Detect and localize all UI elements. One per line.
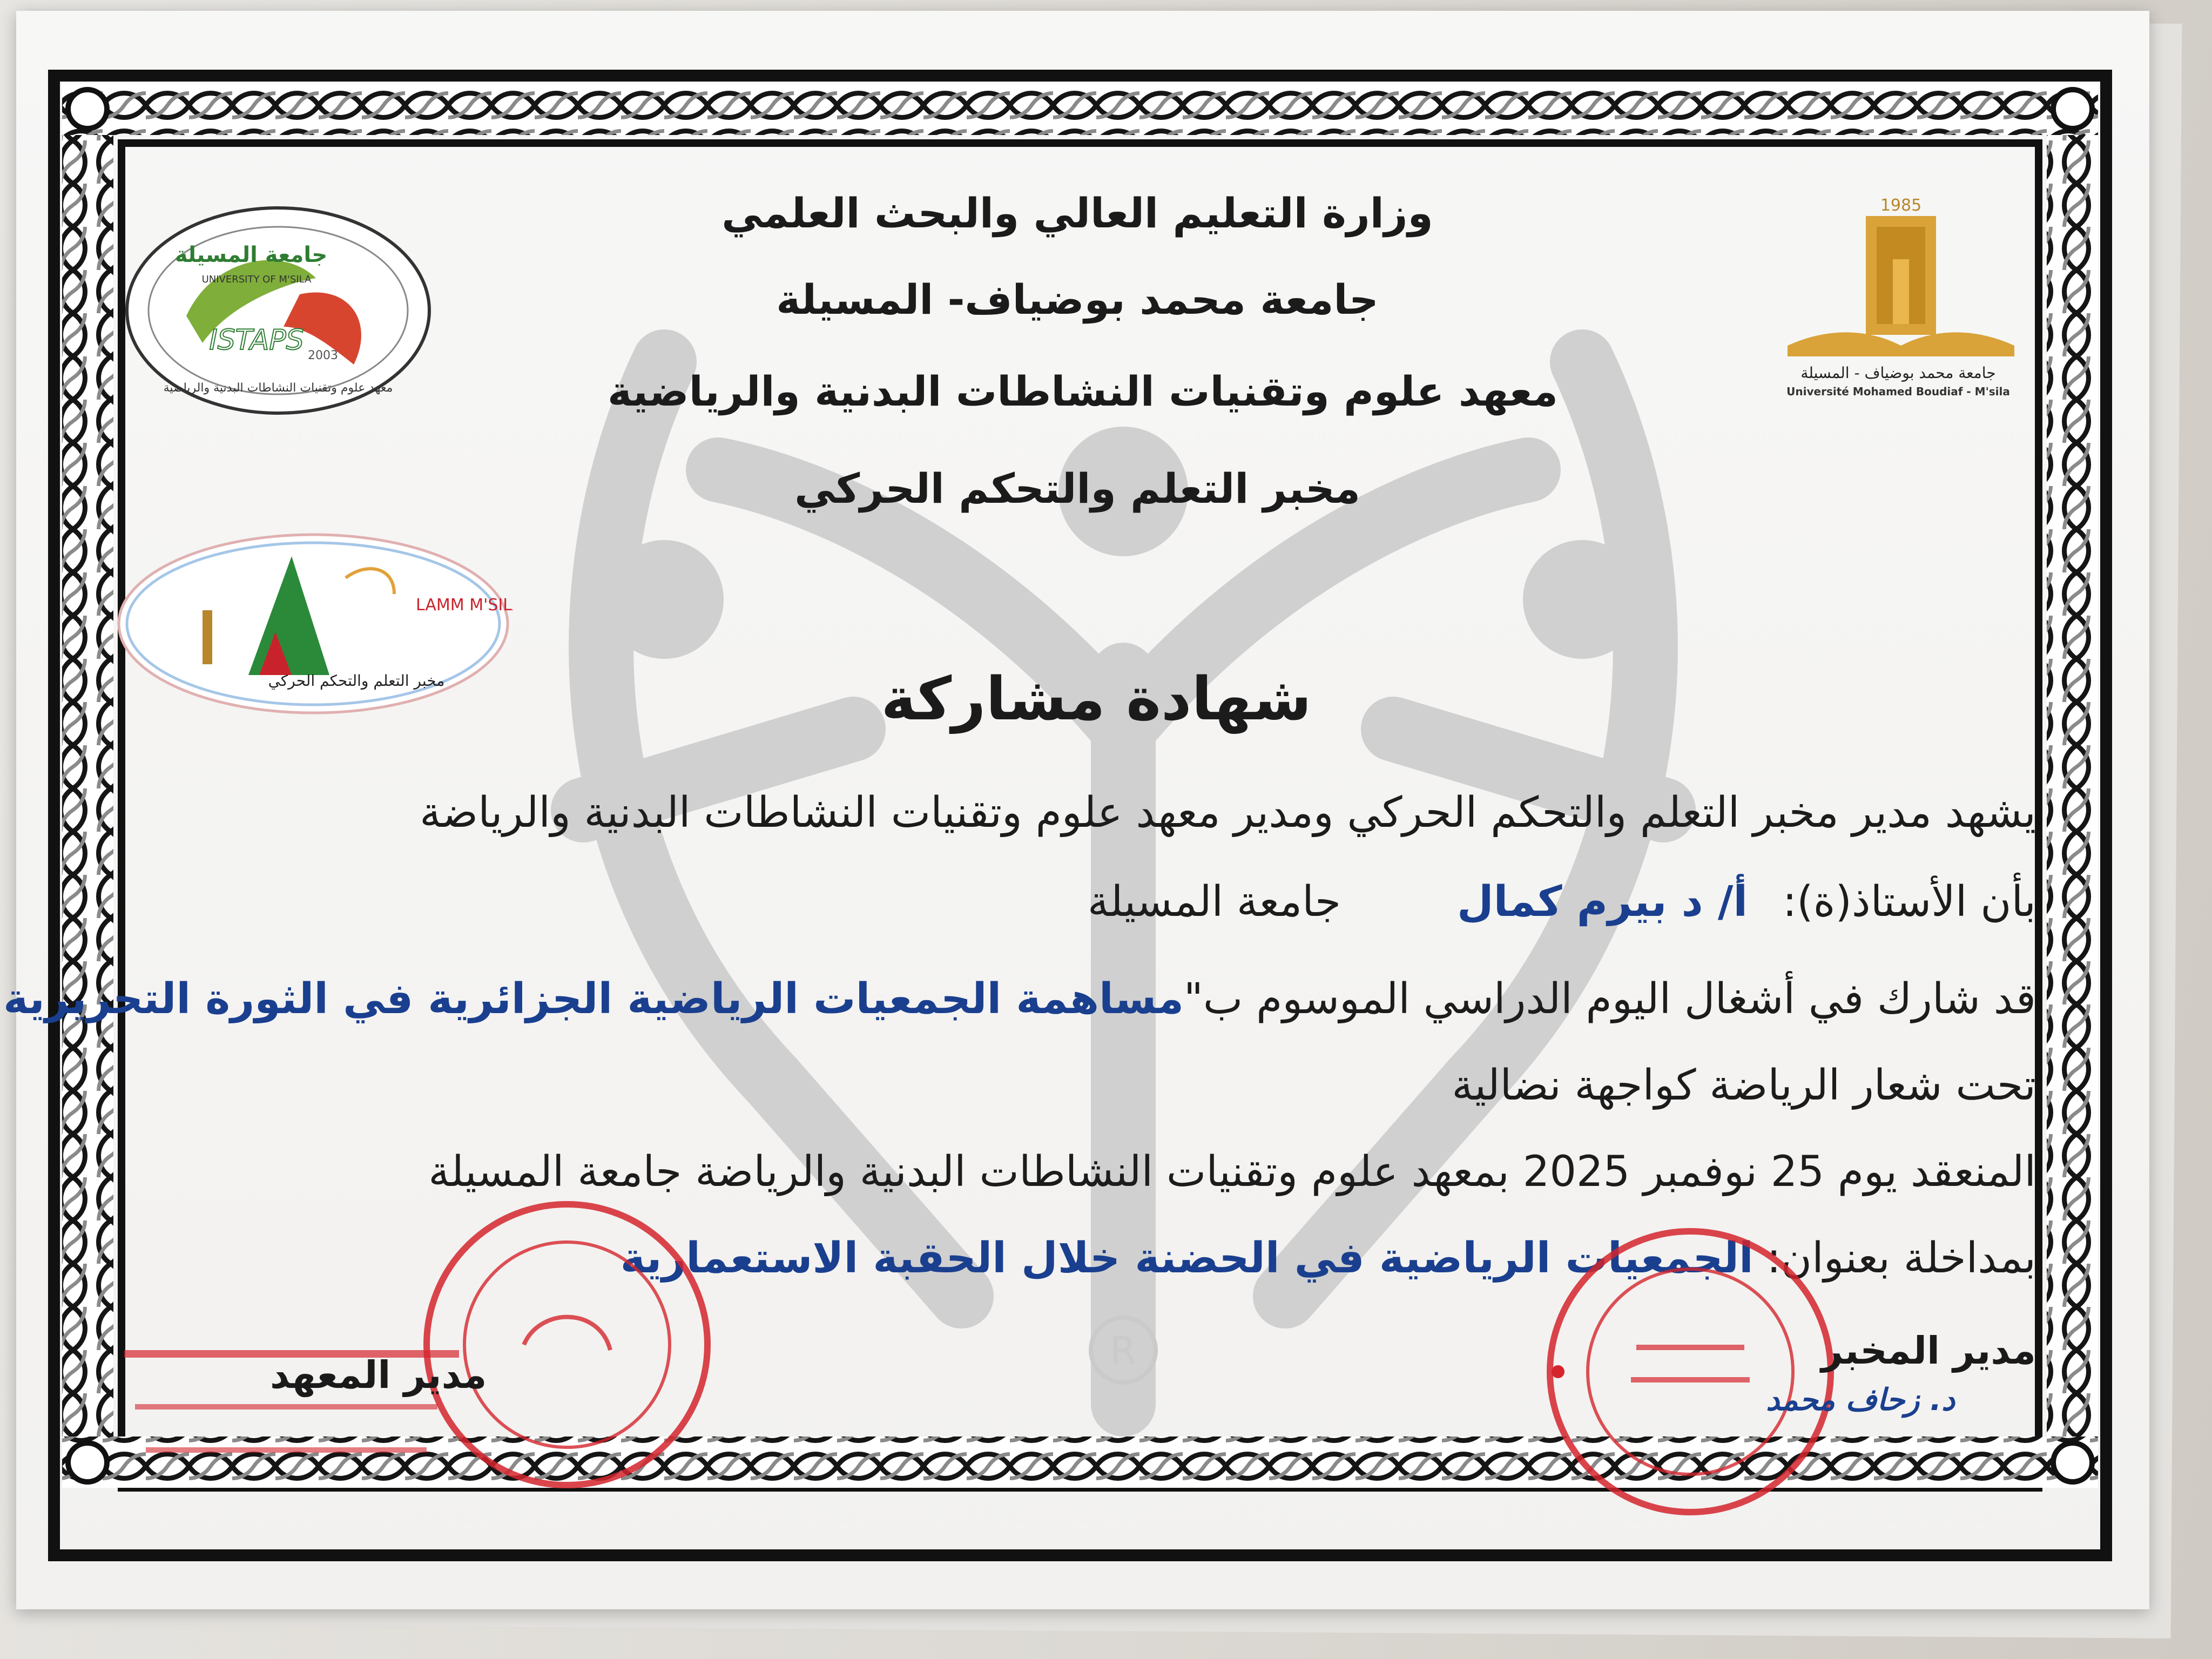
ministry-heading: وزارة التعليم العالي والبحث العلمي: [721, 189, 1433, 237]
intervention-prefix: بمداخلة بعنوان:: [1766, 1234, 2036, 1283]
lab-logo-text: LAMM M'SILA: [416, 596, 513, 615]
body-line-4: تحت شعار الرياضة كواجهة نضالية: [1452, 1061, 2036, 1110]
institute-heading: معهد علوم وتقنيات النشاطات البدنية والرياضية: [608, 367, 1558, 415]
institute-logo-name: جامعة المسيلة: [174, 242, 328, 267]
certificate-paper: [3, 11, 2149, 1609]
lab-stamp: [1539, 1220, 1842, 1523]
body-line-1: يشهد مدير مخبر التعلم والتحكم الحركي ومدير معهد علوم وتقنيات النشاطات البدنية والرياضة: [420, 788, 2036, 837]
institute-logo-year: 2003: [308, 349, 338, 362]
intervention-topic: الجمعيات الرياضية في الحضنة خلال الحقبة الاستعمارية: [620, 1234, 1754, 1283]
body-line-3: [3, 975, 2036, 1023]
lab-director-label: مدير المخبر: [1821, 1328, 2036, 1373]
lab-logo: [113, 529, 513, 718]
professor-affiliation: جامعة المسيلة: [1087, 878, 1341, 926]
professor-label: بأن الأستاذ(ة):: [1782, 878, 2036, 926]
institute-logo-ring: معهد علوم وتقنيات النشاطات البدنية والرياضية: [163, 381, 393, 395]
institute-logo-abbr: ISTAPS: [209, 324, 304, 356]
lab-director-name: د. زحاف محمد: [1766, 1382, 1955, 1418]
body-line-2: [1088, 878, 2036, 926]
institute-director-label: مدير المعهد: [270, 1353, 487, 1397]
body-line-5: المنعقد يوم 25 نوفمبر 2025 بمعهد علوم وتقنيات النشاطات البدنية والرياضة جامعة المسيلة: [428, 1148, 2036, 1196]
university-heading: جامعة محمد بوضياف- المسيلة: [776, 275, 1379, 323]
institute-logo: [122, 203, 435, 419]
university-logo-name-ar: جامعة محمد بوضياف - المسيلة: [1800, 364, 1996, 382]
university-logo: [1750, 184, 2041, 400]
lab-logo-arabic: مخبر التعلم والتحكم الحركي: [268, 672, 445, 690]
professor-name: أ/ د بيرم كمال: [1456, 878, 1748, 926]
certificate-title: شهادة مشاركة: [881, 664, 1312, 733]
university-logo-name-fr: Université Mohamed Boudiaf - M'sila: [1786, 385, 2010, 398]
study-day-prefix: قد شارك في أشغال اليوم الدراسي الموسوم ب": [1184, 975, 2036, 1023]
svg-text:R: R: [1110, 1328, 1137, 1373]
lab-heading: مخبر التعلم والتحكم الحركي: [794, 464, 1360, 512]
university-logo-year: 1985: [1880, 196, 1922, 215]
institute-logo-english: UNIVERSITY OF M'SILA: [201, 274, 312, 285]
study-day-topic: مساهمة الجمعيات الرياضية الجزائرية في الثورة التحريرية: [3, 975, 1184, 1023]
